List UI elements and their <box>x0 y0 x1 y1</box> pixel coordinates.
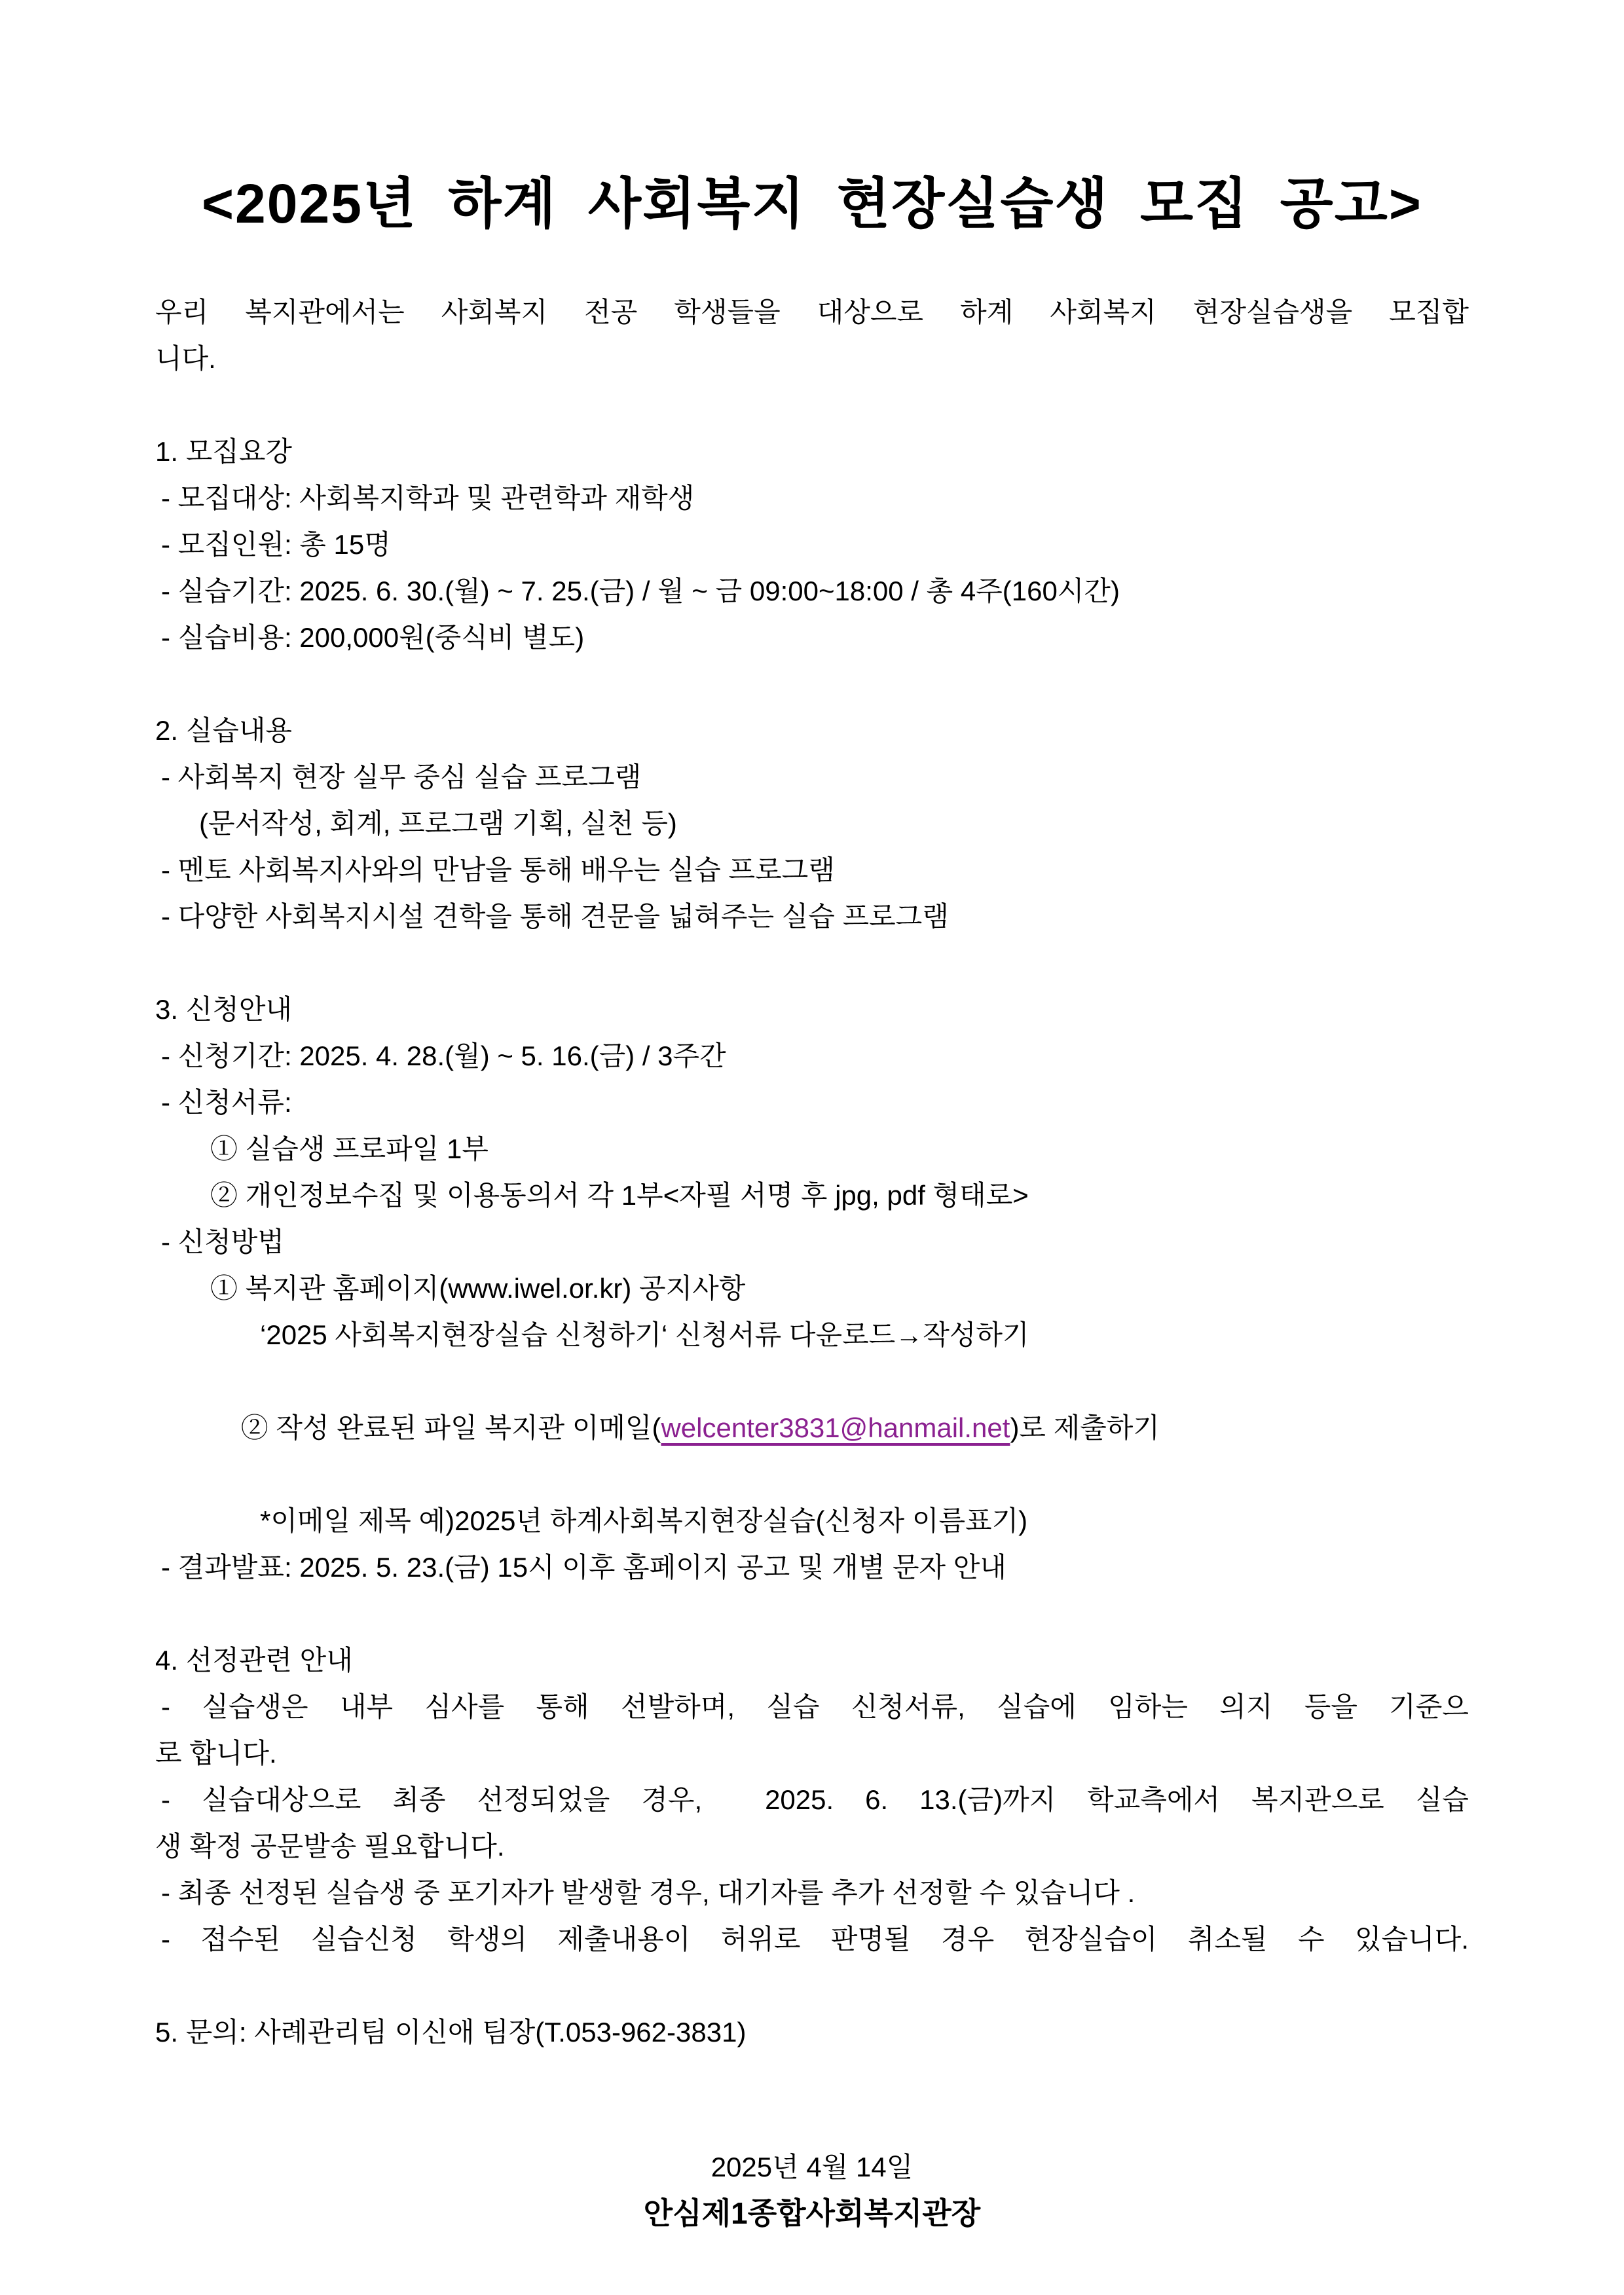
section3-method-2-note: *이메일 제목 예)2025년 하계사회복지현장실습(신청자 이름표기) <box>260 1505 1028 1536</box>
section2-heading: 2. 실습내용 <box>155 715 292 746</box>
section3-method-label: - 신청방법 <box>161 1226 284 1257</box>
section3-period: - 신청기간: 2025. 4. 28.(월) ~ 5. 16.(금) / 3주간 <box>161 1040 726 1071</box>
spacer <box>155 242 1469 289</box>
section4-item-2-line-2: 생 확정 공문발송 필요합니다. <box>155 1831 505 1862</box>
section3-result: - 결과발표: 2025. 5. 23.(금) 15시 이후 홈페이지 공고 및 개별 문자 안내 <box>161 1552 1006 1583</box>
section1-period: - 실습기간: 2025. 6. 30.(월) ~ 7. 25.(금) / 월 ~ 금 09:00~18:00 / 총 4주(160시간) <box>161 576 1120 606</box>
section4-item-1-line-1: - 실습생은 내부 심사를 통해 선발하며, 실습 신청서류, 실습에 임하는 의지 등을 기준으 <box>161 1691 1469 1722</box>
section4-heading: 4. 선정관련 안내 <box>155 1645 353 1676</box>
section3-heading: 3. 신청안내 <box>155 994 292 1025</box>
spacer <box>155 1590 1469 1637</box>
intro-line-2: 니다. <box>155 343 216 374</box>
section1-target: - 모집대상: 사회복지학과 및 관련학과 재학생 <box>161 483 695 513</box>
footer-signature: 안심제1종합사회복지관장 <box>643 2196 981 2230</box>
section2-item-3: - 다양한 사회복지시설 견학을 통해 견문을 넓혀주는 실습 프로그램 <box>161 901 949 932</box>
section2-item-1-sub: (문서작성, 회계, 프로그램 기획, 실천 등) <box>199 808 677 839</box>
section4-item-4: - 접수된 실습신청 학생의 제출내용이 허위로 판명될 경우 현장실습이 취소될 수 있습니다. <box>161 1924 1469 1955</box>
email-link[interactable]: welcenter3831@hanmail.net <box>661 1412 1010 1443</box>
spacer <box>155 1962 1469 2009</box>
section3-doc-1: ① 실습생 프로파일 1부 <box>210 1133 489 1164</box>
section4-item-2-line-1: - 실습대상으로 최종 선정되었을 경우, 2025. 6. 13.(금)까지 학교측에서 복지관으로 실습 <box>161 1784 1469 1815</box>
section1-heading: 1. 모집요강 <box>155 436 292 467</box>
section3-method-2-prefix: ② 작성 완료된 파일 복지관 이메일( <box>240 1412 661 1443</box>
spacer <box>155 940 1469 986</box>
spacer <box>155 2055 1469 2102</box>
section3-method-2-suffix: )로 제출하기 <box>1010 1412 1160 1443</box>
spacer <box>155 2102 1469 2144</box>
section3-method-1-sub: ‘2025 사회복지현장실습 신청하기‘ 신청서류 다운로드→작성하기 <box>260 1319 1029 1350</box>
spacer <box>155 382 1469 428</box>
section2-item-1: - 사회복지 현장 실무 중심 실습 프로그램 <box>161 762 642 792</box>
document-title: <2025년 하계 사회복지 현장실습생 모집 공고> <box>202 173 1422 234</box>
section3-method-1: ① 복지관 홈페이지(www.iwel.or.kr) 공지사항 <box>210 1273 746 1304</box>
footer-date: 2025년 4월 14일 <box>710 2152 913 2182</box>
section1-fee: - 실습비용: 200,000원(중식비 별도) <box>161 622 585 653</box>
spacer <box>155 661 1469 707</box>
intro-line-1: 우리 복지관에서는 사회복지 전공 학생들을 대상으로 하계 사회복지 현장실습생을 모집합 <box>155 297 1469 327</box>
section4-item-3: - 최종 선정된 실습생 중 포기자가 발생할 경우, 대기자를 추가 선정할 수 있습니다 . <box>161 1877 1135 1908</box>
section1-count: - 모집인원: 총 15명 <box>161 529 391 560</box>
section4-item-1-line-2: 로 합니다. <box>155 1738 277 1769</box>
section3-method-2 <box>155 1358 1469 1497</box>
section3-docs-label: - 신청서류: <box>161 1087 292 1118</box>
section5-contact: 5. 문의: 사례관리팀 이신애 팀장(T.053-962-3831) <box>155 2017 747 2047</box>
section2-item-2: - 멘토 사회복지사와의 만남을 통해 배우는 실습 프로그램 <box>161 854 835 885</box>
section3-doc-2: ② 개인정보수집 및 이용동의서 각 1부<자필 서명 후 jpg, pdf 형태로> <box>210 1180 1029 1211</box>
